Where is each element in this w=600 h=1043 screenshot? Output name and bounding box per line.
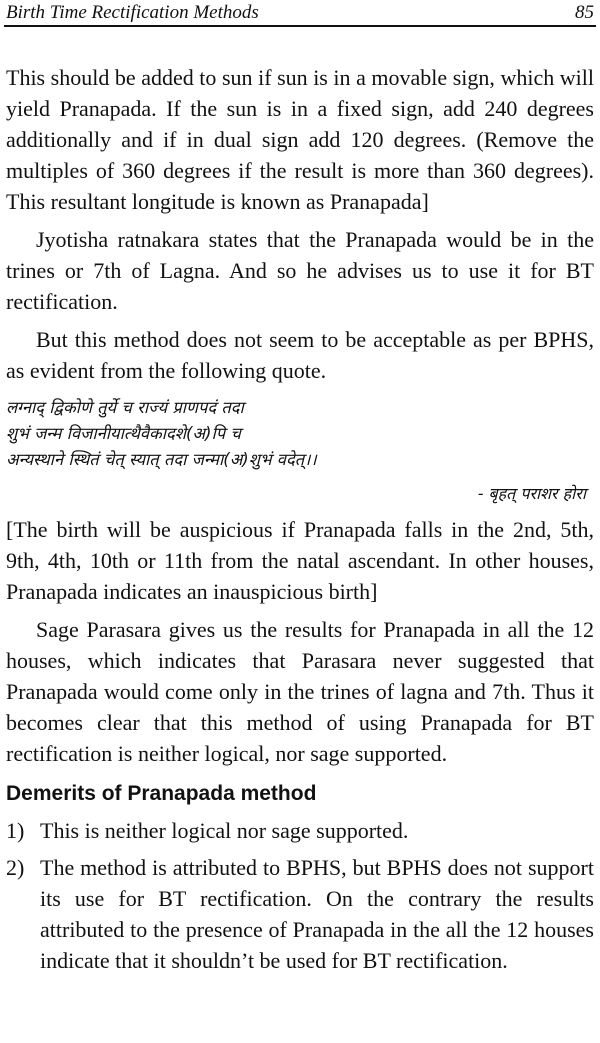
paragraph-parasara-results: Sage Parasara gives us the results for Pranapada in all the 12 houses, which indicates that Parasara never suggested that Pranapada would come only in the trines of lagna and 7th. Thus it becomes clear that this method of using Pranapada for BT rectification is neither logical, nor sage supported. xyxy=(6,617,594,766)
running-header-title: Birth Time Rectification Methods xyxy=(6,2,259,23)
running-header xyxy=(6,0,594,24)
verse-line: लग्नाद् द्विकोणे तुर्ये च राज्यं प्राणपदं तदा xyxy=(6,398,244,417)
section-heading: Demerits of Pranapada method xyxy=(6,782,317,805)
paragraph-verse-translation: [The birth will be auspicious if Pranapada falls in the 2nd, 5th, 9th, 4th, 10th or 11th from the natal ascendant. In other houses, Pranapada indicates an inauspicious birth] xyxy=(6,517,594,604)
list-item xyxy=(6,852,594,976)
page-body xyxy=(6,62,594,976)
list-item-number: 1) xyxy=(6,818,25,843)
verse-line: अन्यस्थाने स्थितं चेत् स्यात् तदा जन्मा(अ)शुभं वदेत्।। xyxy=(6,450,317,469)
verse-line: शुभं जन्म विजानीयात्थैवैकादशे(अ)पि च xyxy=(6,424,241,443)
header-rule xyxy=(4,25,596,27)
list-item xyxy=(6,815,594,846)
list-item-text: This is neither logical nor sage supported. xyxy=(40,818,409,843)
paragraph-jyotisha-ratnakara: Jyotisha ratnakara states that the Pranapada would be in the trines or 7th of Lagna. And so he advises us to use it for BT rectification. xyxy=(6,227,594,314)
paragraph-bphs-objection: But this method does not seem to be acceptable as per BPHS, as evident from the following quote. xyxy=(6,327,594,383)
list-item-text: The method is attributed to BPHS, but BPHS does not support its use for BT rectification. On the contrary the results attributed to the presence of Pranapada in the all the 12 houses indicate that it shouldn’t be used for BT rectification. xyxy=(40,855,594,973)
paragraph-pranapada-calculation: This should be added to sun if sun is in a movable sign, which will yield Pranapada. If the sun is in a fixed sign, add 240 degrees additionally and if in dual sign add 120 degrees. (Remove the multiples of 360 degrees if the result is more than 360 degrees). This resultant longitude is known as Pranapada] xyxy=(6,65,594,214)
list-item-number: 2) xyxy=(6,855,25,880)
sanskrit-verse xyxy=(6,395,594,473)
verse-source: - बृहत् पराशर होरा xyxy=(477,484,586,503)
page-number: 85 xyxy=(575,2,594,23)
